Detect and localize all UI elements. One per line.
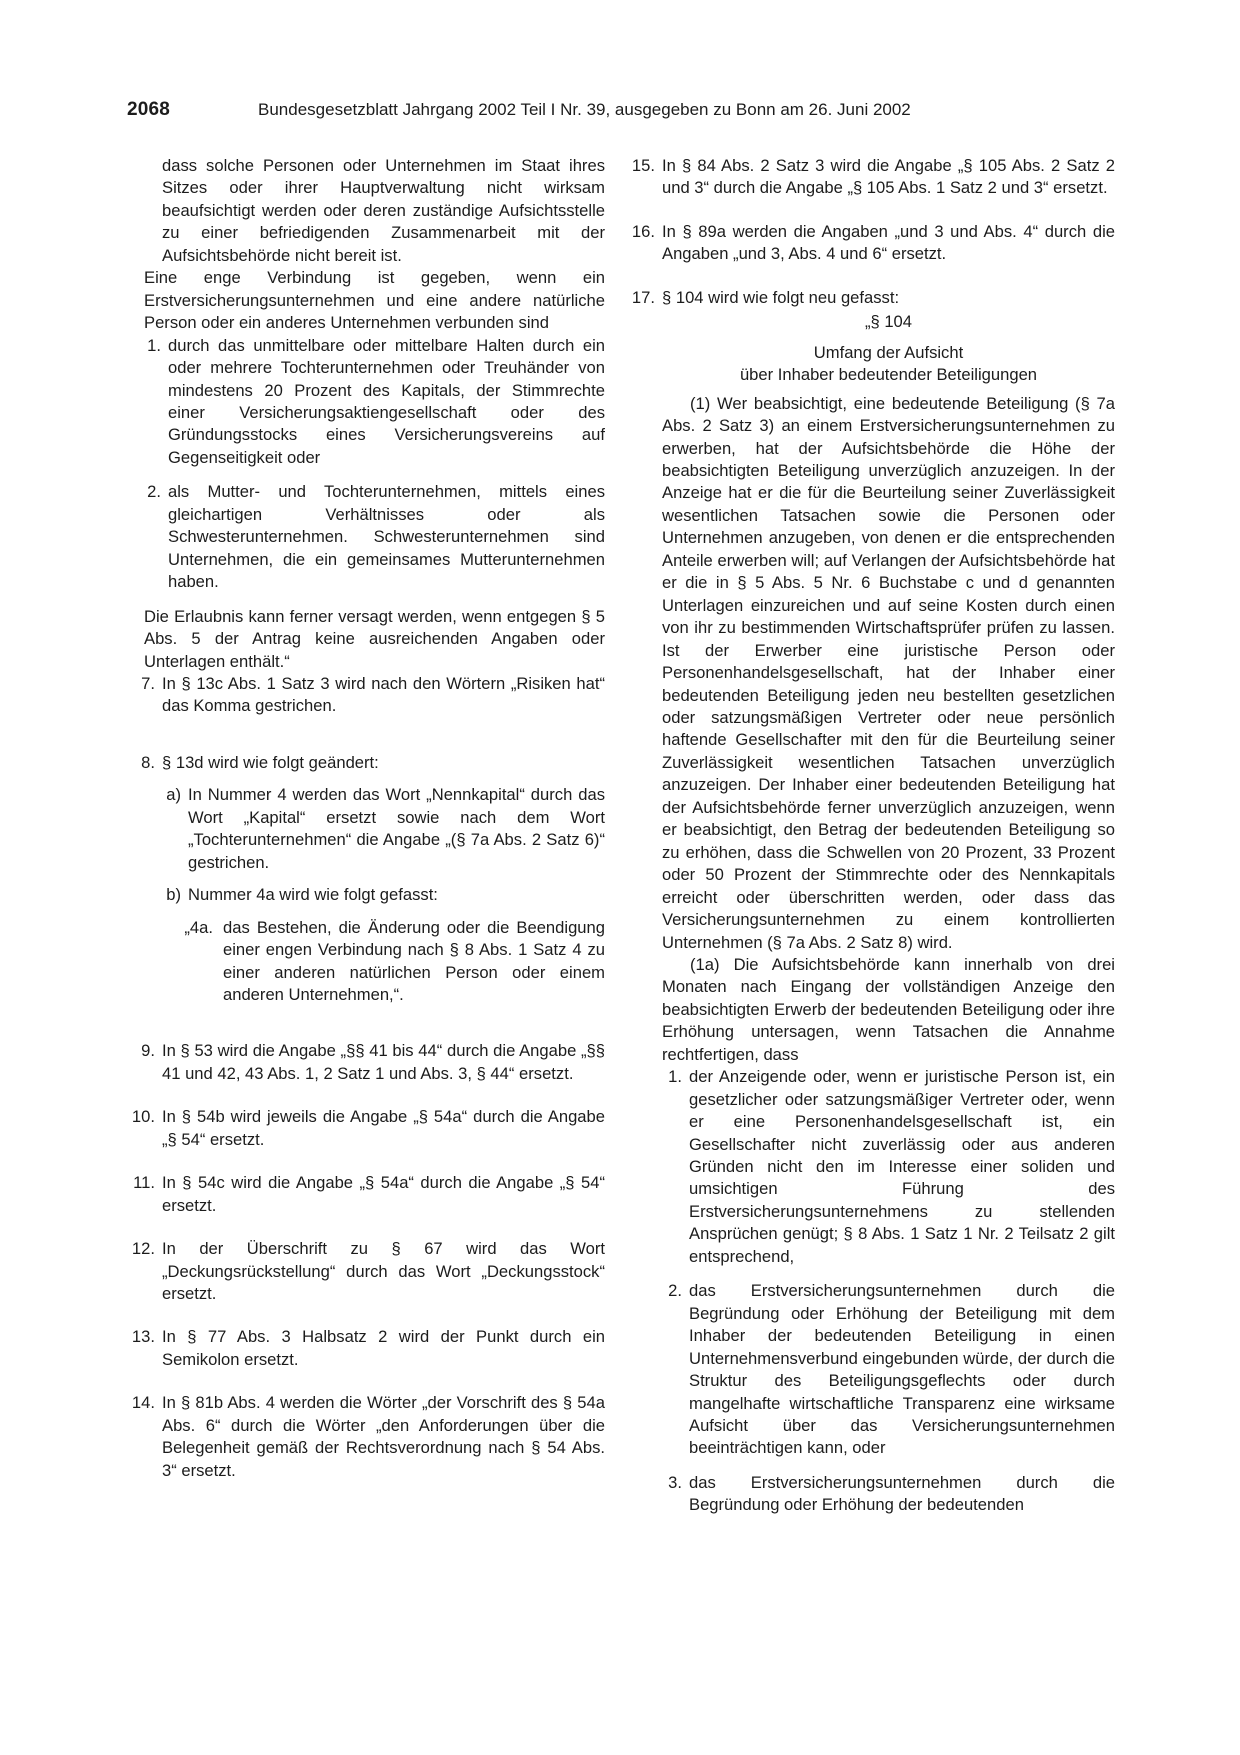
- left-column: [127, 155, 605, 1494]
- amendment-item-12: [127, 1238, 605, 1305]
- item-number: 8.: [141, 752, 155, 772]
- sub-item-text: Nummer 4a wird wie folgt gefasst:: [188, 885, 438, 905]
- item-text: In der Überschrift zu § 67 wird das Wort „Deckungsrückstellung“ durch das Wort „Deckungsstock“ ersetzt.: [162, 1239, 605, 1304]
- quoted-number: „4a.: [184, 917, 213, 937]
- item-text: In § 77 Abs. 3 Halbsatz 2 wird der Punkt durch ein Semikolon ersetzt.: [162, 1327, 605, 1369]
- amendment-item-15: [627, 155, 1115, 200]
- list-item-number: 2.: [147, 482, 161, 502]
- list-item: [662, 1472, 1115, 1517]
- list-item-number: 3.: [668, 1472, 682, 1492]
- item-text: In § 84 Abs. 2 Satz 3 wird die Angabe „§ 105 Abs. 2 Satz 2 und 3“ durch die Angabe „§ 105 Abs. 1 Satz 2 und 3“ ersetzt.: [662, 156, 1115, 198]
- amendment-item-17: [627, 287, 1115, 309]
- amendment-item-16: [627, 221, 1115, 266]
- item-text: In § 54c wird die Angabe „§ 54a“ durch die Angabe „§ 54“ ersetzt.: [162, 1173, 605, 1215]
- quoted-number-4a: [127, 917, 605, 1007]
- list-item-number: 2.: [668, 1281, 682, 1301]
- sub-item-a: [127, 784, 605, 874]
- section-paragraph-1a: (1a) Die Aufsichtsbehörde kann innerhalb von drei Monaten nach Eingang der vollständigen Anzeige den beabsichtigten Erwerb der bedeutenden Beteiligung oder ihre Erhöhung untersagen, wenn Tatsachen die Annahme rechtfertigen, dass: [662, 954, 1115, 1064]
- list-item: [662, 1066, 1115, 1268]
- list-item-number: 1.: [668, 1067, 682, 1087]
- list-item-text: das Erstversicherungsunternehmen durch die Begründung oder Erhöhung der bedeutenden: [689, 1472, 1115, 1515]
- item-number: 10.: [131, 1107, 155, 1127]
- amendment-item-11: [127, 1172, 605, 1217]
- list-item: [144, 335, 605, 470]
- sub-item-text: In Nummer 4 werden das Wort „Nennkapital“ durch das Wort „Kapital“ ersetzt sowie nach dem Wort „Tochterunternehmen“ die Angabe „(§ 7a Abs. 2 Satz 6)“ gestrichen.: [188, 785, 605, 872]
- sub-item-b: [127, 884, 605, 906]
- right-column: [627, 155, 1115, 1529]
- list-item-text: als Mutter- und Tochterunternehmen, mittels eines gleichartigen Verhältnisses oder als Schwesterunternehmen. Schwesterunternehmen sind Unternehmen, die ein gemeinsames Mutterunternehmen haben.: [168, 482, 605, 592]
- item-text: § 104 wird wie folgt neu gefasst:: [662, 287, 900, 307]
- item-text: In § 54b wird jeweils die Angabe „§ 54a“ durch die Angabe „§ 54“ ersetzt.: [162, 1107, 605, 1149]
- amendment-item-10: [127, 1106, 605, 1151]
- amendment-item-9: [127, 1040, 605, 1085]
- item-text: In § 13c Abs. 1 Satz 3 wird nach den Wörtern „Risiken hat“ das Komma gestrichen.: [162, 673, 605, 716]
- close-link-list: [127, 335, 605, 594]
- item-number: 16.: [631, 221, 655, 241]
- page-number: 2068: [127, 99, 171, 120]
- continued-paragraph: dass solche Personen oder Unternehmen im Staat ihres Sitzes oder ihrer Hauptverwaltung nicht wirksam beaufsichtigt werden oder deren zuständige Aufsichtsstelle zu einer befriedigenden Zusammenarbeit mit der Aufsichtsbehörde nicht bereit ist.: [162, 156, 605, 265]
- item-text: In § 53 wird die Angabe „§§ 41 bis 44“ durch die Angabe „§§ 41 und 42, 43 Abs. 1, 2 Satz 1 und Abs. 3, § 44“ ersetzt.: [162, 1041, 605, 1083]
- list-item-number: 1.: [147, 335, 161, 355]
- section-title: Umfang der Aufsicht: [813, 342, 964, 362]
- refusal-paragraph: Die Erlaubnis kann ferner versagt werden, wenn entgegen § 5 Abs. 5 der Antrag keine ausreichenden Angaben oder Unterlagen enthält.“: [144, 606, 605, 671]
- amendment-item-8: [127, 752, 605, 774]
- sub-item-letter: b): [166, 885, 181, 905]
- item-number: 11.: [133, 1173, 155, 1193]
- item-number: 14.: [131, 1393, 155, 1413]
- list-item: [662, 1280, 1115, 1460]
- amendment-item-14: [127, 1392, 605, 1482]
- item-number: 13.: [131, 1327, 155, 1347]
- item-number: 15.: [631, 156, 655, 175]
- item-number: 12.: [131, 1239, 155, 1259]
- item-text: In § 81b Abs. 4 werden die Wörter „der Vorschrift des § 54a Abs. 6“ durch die Wörter „den Anforderungen über die Belegenheit gemäß der Rechtsverordnung nach § 54 Abs. 3“ ersetzt.: [162, 1393, 605, 1480]
- item-text: § 13d wird wie folgt geändert:: [162, 752, 379, 772]
- amendment-item-13: [127, 1326, 605, 1371]
- section-number: „§ 104: [864, 312, 913, 332]
- item-number: 17.: [631, 287, 655, 307]
- section-subtitle: über Inhaber bedeutender Beteiligungen: [739, 365, 1038, 385]
- item-number: 7.: [141, 673, 155, 693]
- item-number: 9.: [141, 1041, 155, 1061]
- amendment-item-7: [127, 673, 605, 718]
- item-text: In § 89a werden die Angaben „und 3 und Abs. 4“ durch die Angaben „und 3, Abs. 4 und 6“ ersetzt.: [662, 221, 1115, 264]
- quoted-text: das Bestehen, die Änderung oder die Beendigung einer engen Verbindung nach § 8 Abs. 1 Satz 4 zu einer anderen natürlichen Person oder einem anderen Unternehmen,“.: [223, 917, 605, 1004]
- sub-item-letter: a): [166, 785, 181, 805]
- running-header: Bundesgesetzblatt Jahrgang 2002 Teil I Nr. 39, ausgegeben zu Bonn am 26. Juni 2002: [258, 100, 911, 119]
- list-item: [144, 481, 605, 593]
- list-item-text: das Erstversicherungsunternehmen durch die Begründung oder Erhöhung der Beteiligung mit dem Inhaber der bedeutenden Beteiligung in einen Unternehmensverbund eingebunden würde, der durch die Struktur des Beteiligungsgeflechts oder durch mangelhafte wirtschaftliche Transparenz eine wirksame Aufsicht über das Versicherungsunternehmen beeinträchtigen kann, oder: [689, 1281, 1115, 1458]
- close-link-paragraph: Eine enge Verbindung ist gegeben, wenn ein Erstversicherungsunternehmen und eine andere natürliche Person oder ein anderes Unternehmen verbunden sind: [144, 268, 605, 333]
- prohibition-list: [627, 1066, 1115, 1517]
- list-item-text: durch das unmittelbare oder mittelbare Halten durch ein oder mehrere Tochterunternehmen oder Treuhänder von mindestens 20 Prozent des Kapitals, der Stimmrechte einer Versicherungsaktiengesellschaft oder des Gründungsstocks eines Versicherungsvereins auf Gegenseitigkeit oder: [168, 335, 605, 467]
- section-paragraph-1: (1) Wer beabsichtigt, eine bedeutende Beteiligung (§ 7a Abs. 2 Satz 3) an einem Erstversicherungsunternehmen zu erwerben, hat der Aufsichtsbehörde die Höhe der beabsichtigten Beteiligung unverzüglich anzuzeigen. In der Anzeige hat er die für die Beurteilung seiner Zuverlässigkeit wesentlichen Tatsachen sowie die Personen oder Unternehmen anzugeben, von denen er die entsprechenden Anteile erwerben will; auf Verlangen der Aufsichtsbehörde hat er die in § 5 Abs. 5 Nr. 6 Buchstabe c und d genannten Unterlagen einzureichen und auf seine Kosten durch einen von ihr zu bestimmenden Wirtschaftsprüfer prüfen zu lassen. Ist der Erwerber eine juristische Person oder Personenhandelsgesellschaft, hat der Inhaber einer bedeutenden Beteiligung jeden neu bestellten gesetzlichen oder satzungsmäßigen Vertreter oder neue persönlich haftende Gesellschafter mit den für die Beurteilung seiner Zuverlässigkeit wesentlichen Tatsachen unverzüglich anzuzeigen. Der Inhaber einer bedeutenden Beteiligung hat der Aufsichtsbehörde ferner unverzüglich anzuzeigen, wenn er beabsichtigt, den Betrag der bedeutenden Beteiligung so zu erhöhen, dass die Schwellen von 20 Prozent, 33 Prozent oder 50 Prozent der Stimmrechte oder des Nennkapitals erreicht oder überschritten werden, oder dass das Versicherungsunternehmen zu einem kontrollierten Unternehmen (§ 7a Abs. 2 Satz 8) wird.: [662, 393, 1115, 952]
- list-item-text: der Anzeigende oder, wenn er juristische Person ist, ein gesetzlicher oder satzungsmäßiger Vertreter oder, wenn er eine Personenhandelsgesellschaft ist, ein Gesellschafter nicht zuverlässig oder aus anderen Gründen nicht den im Interesse einer soliden und umsichtigen Führung des Erstversicherungsunternehmens zu stellenden Ansprüchen genügt; § 8 Abs. 1 Satz 1 Nr. 2 Teilsatz 2 gilt entsprechend,: [689, 1067, 1115, 1266]
